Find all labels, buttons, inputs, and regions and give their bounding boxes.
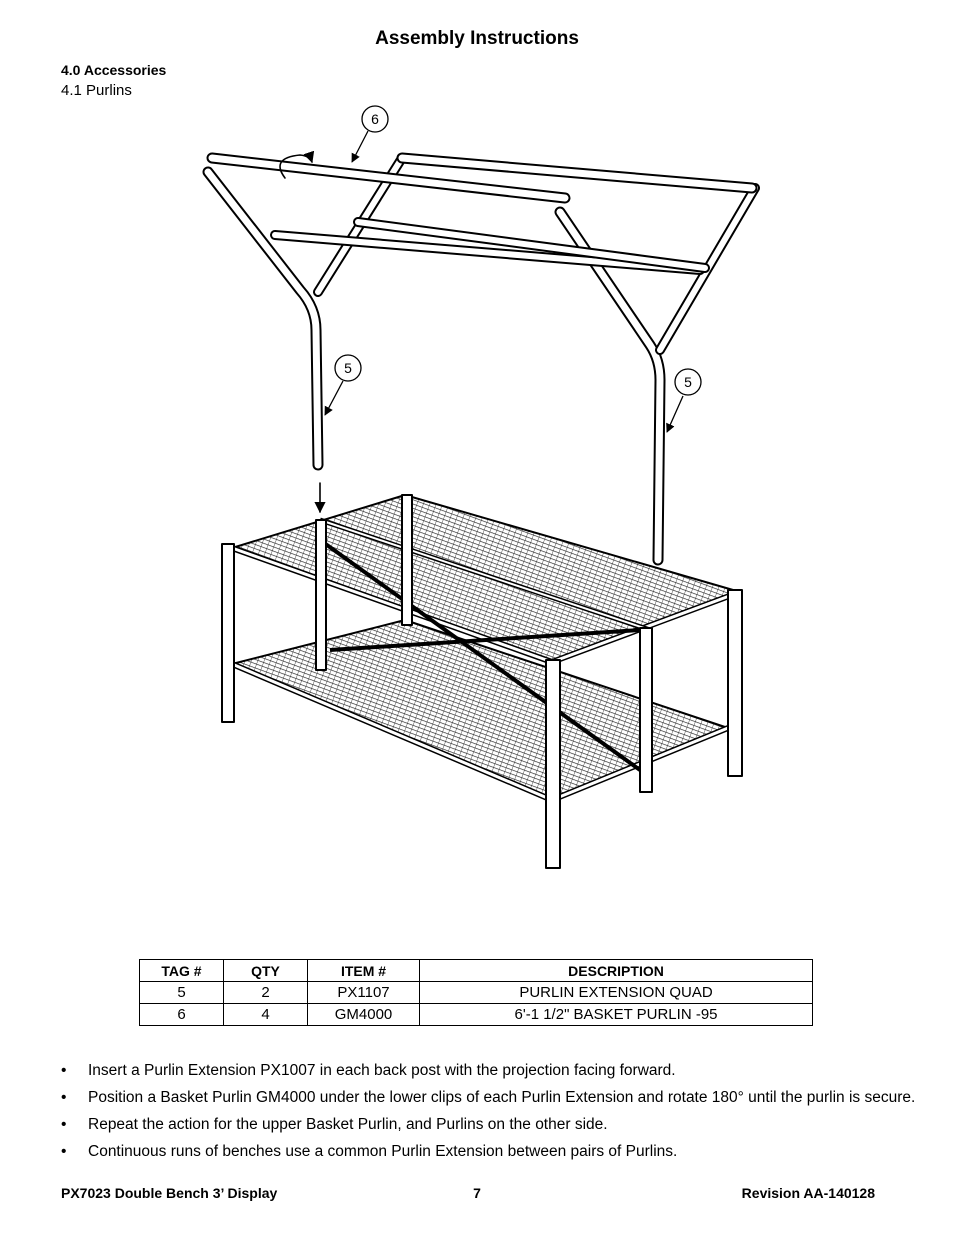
footer-page-number: 7 (473, 1185, 481, 1201)
assembly-diagram (150, 100, 800, 890)
bullet-icon: • (61, 1143, 67, 1160)
header-qty: QTY (224, 960, 308, 982)
svg-text:5: 5 (344, 360, 352, 376)
footer-document-title: PX7023 Double Bench 3’ Display (61, 1185, 278, 1201)
footer-revision: Revision AA-140128 (741, 1185, 875, 1201)
callout-tag-5-left (335, 355, 361, 381)
instruction-text: Continuous runs of benches use a common Purlin Extension between pairs of Purlins. (88, 1143, 678, 1160)
cell-item: GM4000 (308, 1004, 420, 1026)
table-header-row (140, 960, 813, 982)
cell-item: PX1107 (308, 982, 420, 1004)
cell-description: PURLIN EXTENSION QUAD (420, 982, 813, 1004)
bullet-icon: • (61, 1062, 67, 1079)
cell-description: 6'-1 1/2" BASKET PURLIN -95 (420, 1004, 813, 1026)
cell-tag: 6 (140, 1004, 224, 1026)
bullet-icon: • (61, 1116, 67, 1133)
page-title: Assembly Instructions (375, 28, 579, 49)
cell-tag: 5 (140, 982, 224, 1004)
bench (222, 495, 742, 868)
bullet-icon: • (61, 1089, 67, 1106)
cell-qty: 2 (224, 982, 308, 1004)
callout-tag-6 (362, 106, 388, 132)
list-item (61, 1060, 921, 1087)
header-item: ITEM # (308, 960, 420, 982)
table-row (140, 1004, 813, 1026)
list-item (61, 1114, 921, 1141)
svg-text:5: 5 (684, 374, 692, 390)
svg-text:6: 6 (371, 111, 379, 127)
parts-table (139, 959, 813, 1026)
header-description: DESCRIPTION (420, 960, 813, 982)
list-item (61, 1087, 921, 1114)
section-heading: 4.0 Accessories (61, 62, 167, 78)
cell-qty: 4 (224, 1004, 308, 1026)
instruction-text: Repeat the action for the upper Basket Purlin, and Purlins on the other side. (88, 1116, 608, 1133)
header-tag: TAG # (140, 960, 224, 982)
instruction-text: Position a Basket Purlin GM4000 under the lower clips of each Purlin Extension and rotate 180° until the purlin is secure. (88, 1089, 916, 1106)
subsection-heading: 4.1 Purlins (61, 82, 132, 99)
callout-tag-5-right (675, 369, 701, 395)
list-item (61, 1141, 921, 1168)
table-row (140, 982, 813, 1004)
instruction-list (61, 1060, 921, 1168)
instruction-text: Insert a Purlin Extension PX1007 in each back post with the projection facing forward. (88, 1062, 676, 1079)
